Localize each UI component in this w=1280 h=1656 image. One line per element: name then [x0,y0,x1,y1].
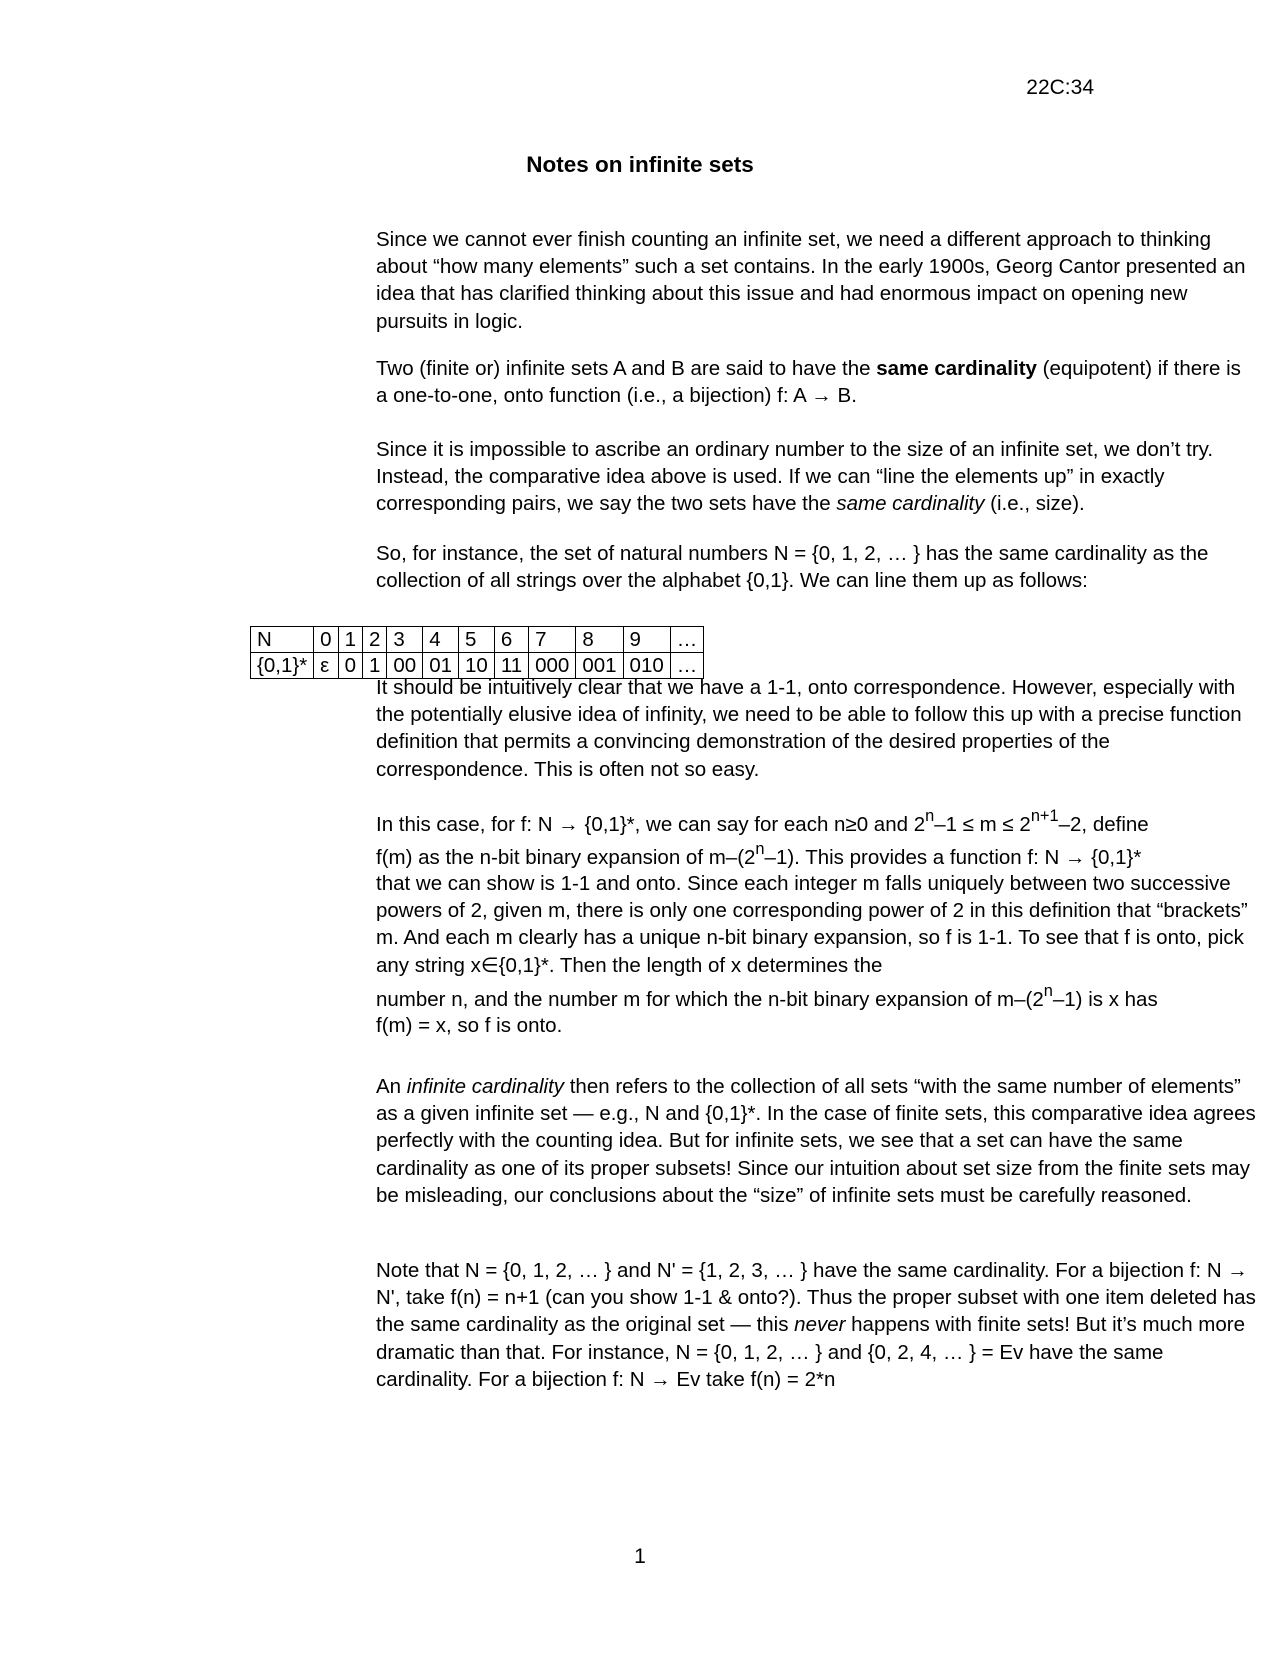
page-number: 1 [634,1545,646,1568]
table-cell: {0,1}* [251,653,314,679]
table-cell: 7 [529,627,576,653]
table-cell: 5 [459,627,495,653]
term-never: never [794,1313,846,1337]
paragraph-function-definition: In this case, for f: N → {0,1}*, we can say for each n≥0 and $2^n-1 \le m \le 2^{n+1}-2$, define f(m) as the n-bit binary expansion of m–(2$^n$–1). This provides a function f: N → {0,1}* that we can show is 1-1 and onto. Since each integer m falls uniquely between two successive powers of 2, given m, there is only one corresponding power of 2 in this definition that “brackets” m. And each m clearly has a unique n-bit binary expansion, so f is 1-1. To see that f is onto, pick any string x∈{0,1}*. Then the length of x determines the number n, and the number m for which the n-bit binary expansion of m–(2$^n$–1) is x has f(m) = x, so f is onto. [376,807,1248,1037]
term-same-cardinality-italic: same cardinality [836,492,985,516]
paragraph-proper-subset: Note that N = {0, 1, 2, … } and N' = {1, 2, 3, … } have the same cardinality. For a bijection f: N → N', take f(n) = n+1 (can you show 1-1 & onto?). Thus the proper subset with one item deleted has the same cardinality as the original set — this never happens with finite sets! But it’s much more dramatic than that. For instance, N = {0, 1, 2, … } and {0, 2, 4, … } = Ev have the same cardinality. For a bijection f: N → Ev take f(n) = 2*n [376,1259,1256,1391]
table-cell: … [670,627,704,653]
table-cell: 6 [494,627,528,653]
table-cell: 000 [529,653,576,679]
paragraph-instance: So, for instance, the set of natural numbers N = {0, 1, 2, … } has the same cardinality as the collection of all strings over the alphabet {0,1}. We can line them up as follows: [376,542,1209,593]
paragraph-intro: Since we cannot ever finish counting an infinite set, we need a different approach to thinking about “how many elements” such a set contains. In the early 1900s, Georg Cantor presented an idea that has clarified thinking about this issue and had enormous impact on opening new pursuits in logic. [376,228,1246,333]
paragraph-comparative: Since it is impossible to ascribe an ordinary number to the size of an infinite set, we don’t try. Instead, the comparative idea above is used. If we can “line the elements up” in exactly corresponding pairs, we say the two sets have the same cardinality (i.e., size). [376,438,1214,516]
table-cell: 3 [387,627,423,653]
correspondence-table [250,626,704,679]
term-same-cardinality: same cardinality [876,357,1037,380]
table-cell: 00 [387,653,423,679]
term-infinite-cardinality: infinite cardinality [406,1075,565,1098]
page-title: Notes on infinite sets [526,152,754,177]
table-cell: 8 [576,627,623,653]
table-cell: 9 [623,627,670,653]
table-cell: 010 [623,653,670,679]
table-cell: 0 [314,627,338,653]
course-code: 22C:34 [1026,76,1094,99]
table-cell: 11 [494,653,528,679]
paragraph-definition: Two (finite or) infinite sets A and B are said to have the same cardinality (equipotent) if there is a one-to-one, onto function (i.e., a bijection) f: A → B. [376,357,1241,408]
paragraph-infinite-cardinality: An infinite cardinality then refers to the collection of all sets “with the same number of elements” as a given infinite set — e.g., N and {0,1}*. In the case of finite sets, this comparative idea agrees perfectly with the counting idea. But for infinite sets, we see that a set can have the same cardinality as one of its proper subsets! Since our intuition about set size from the finite sets may be misleading, our conclusions about the “size” of infinite sets must be carefully reasoned. [376,1075,1256,1207]
table-cell: 10 [459,653,495,679]
table-cell: N [251,627,314,653]
table-cell: 1 [338,627,362,653]
table-cell: ε [314,653,338,679]
paragraph-intuition: It should be intuitively clear that we have a 1-1, onto correspondence. However, especially with the potentially elusive idea of infinity, we need to be able to follow this up with a precise function definition that permits a convincing demonstration of the desired properties of the correspondence. This is often not so easy. [376,676,1242,781]
table-cell: 001 [576,653,623,679]
table-cell: 0 [338,653,362,679]
table-cell: 1 [362,653,386,679]
table-row [251,627,704,653]
table-cell: 2 [362,627,386,653]
table-cell: … [670,653,704,679]
table-cell: 4 [423,627,459,653]
table-cell: 01 [423,653,459,679]
